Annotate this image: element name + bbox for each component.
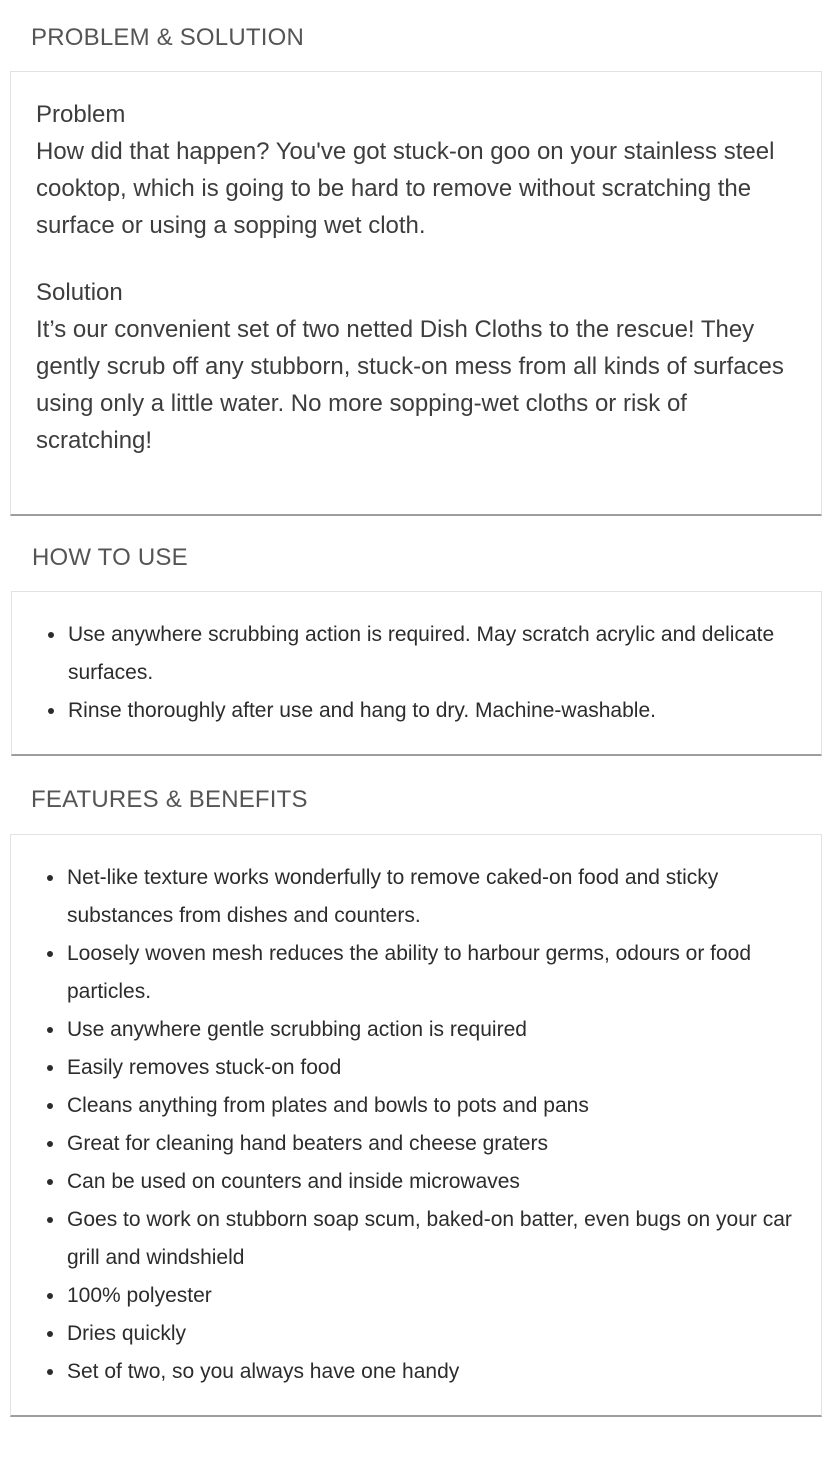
features-benefits-list	[11, 859, 801, 1391]
feature-item: • 100% polyester	[66, 1277, 801, 1315]
feature-item: • Easily removes stuck-on food	[66, 1049, 801, 1087]
solution-block	[36, 274, 806, 459]
how-to-use-item: • Use anywhere scrubbing action is required. May scratch acrylic and delicate surfaces.	[67, 616, 787, 692]
how-to-use-list	[12, 616, 787, 730]
feature-item: • Cleans anything from plates and bowls to pots and pans	[66, 1087, 801, 1125]
feature-item: • Loosely woven mesh reduces the ability to harbour germs, odours or food particles.	[66, 935, 801, 1011]
feature-item: • Can be used on counters and inside microwaves	[66, 1163, 801, 1201]
feature-item: • Set of two, so you always have one handy	[66, 1353, 801, 1391]
problem-block	[36, 96, 806, 244]
features-benefits-header: FEATURES & BENEFITS	[31, 786, 308, 813]
feature-item: • Use anywhere gentle scrubbing action is required	[66, 1011, 801, 1049]
feature-item: • Net-like texture works wonderfully to remove caked-on food and sticky substances from dishes and counters.	[66, 859, 801, 935]
feature-item: • Great for cleaning hand beaters and cheese graters	[66, 1125, 801, 1163]
solution-label: Solution	[36, 279, 123, 306]
problem-label: Problem	[36, 101, 126, 128]
feature-item: • Dries quickly	[66, 1315, 801, 1353]
problem-text: How did that happen? You've got stuck-on goo on your stainless steel cooktop, which is going to be hard to remove without scratching the surface or using a sopping wet cloth.	[36, 138, 775, 239]
how-to-use-header: HOW TO USE	[32, 544, 188, 571]
solution-text: It’s our convenient set of two netted Dish Cloths to the rescue! They gently scrub off any stubborn, stuck-on mess from all kinds of surfaces using only a little water. No more sopping-wet cloths or risk of scratching!	[36, 316, 784, 454]
problem-solution-header: PROBLEM & SOLUTION	[31, 24, 304, 51]
feature-item: • Goes to work on stubborn soap scum, baked-on batter, even bugs on your car grill and windshield	[66, 1201, 801, 1277]
how-to-use-item: • Rinse thoroughly after use and hang to dry. Machine-washable.	[67, 692, 787, 730]
